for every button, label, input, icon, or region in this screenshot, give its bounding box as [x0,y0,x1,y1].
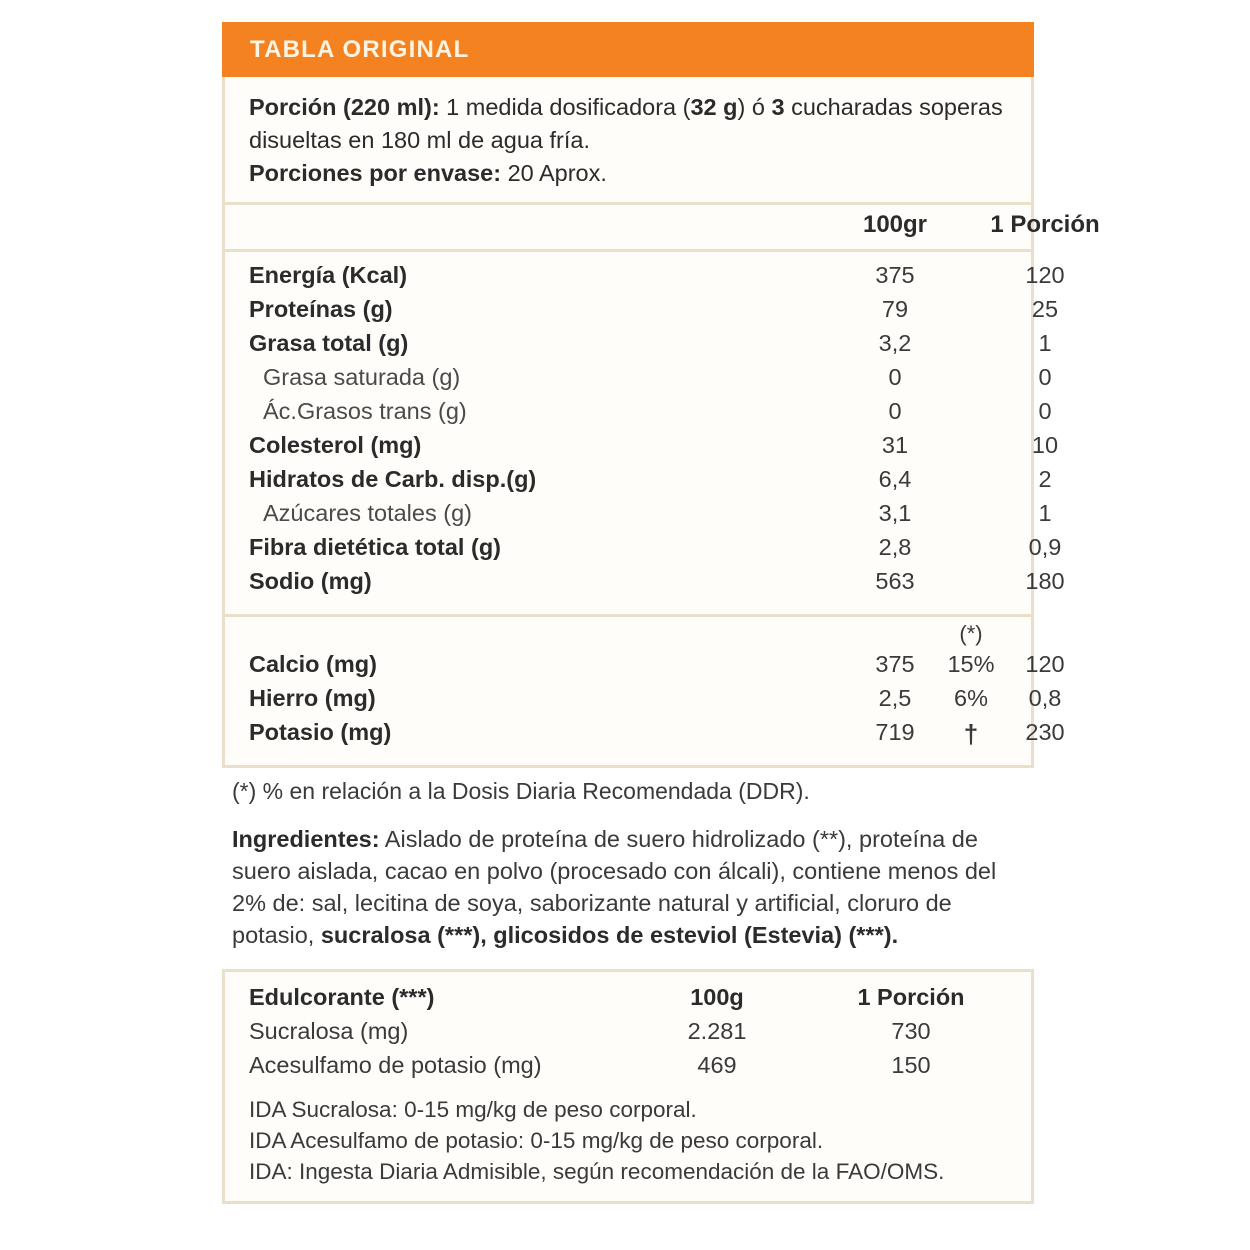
ddr-column-marker: (*) [959,621,983,646]
portion-text-a: 1 medida dosificadora ( [439,94,691,120]
sweetener-value-100g: 2.281 [687,1018,747,1044]
table-row [225,984,1031,1018]
nutrient-label: Energía (Kcal) [249,262,408,288]
nutrient-value-100g: 0 [888,364,902,390]
sweetener-header-100g: 100g [690,984,744,1010]
nutrient-label: Proteínas (g) [249,296,393,322]
nutrient-value-100g: 0 [888,398,902,424]
ddr-footnote: (*) % en relación a la Dosis Diaria Recomendada (DDR). [232,778,810,804]
portion-text-b: ) ó [737,94,772,120]
table-row [225,466,1052,500]
table-row [225,296,1059,330]
ingredients-sweeteners: sucralosa (***), glicosidos de esteviol (Estevia) (***). [320,922,899,948]
nutrient-value-100g: 6,4 [878,466,912,492]
nutrient-value-portion: 1 [1038,500,1052,526]
page-title: TABLA ORIGINAL [250,35,470,63]
portion-label: Porción (220 ml): [249,94,440,120]
mineral-value-100g: 719 [875,719,915,745]
mineral-label: Potasio (mg) [249,719,392,745]
nutrient-value-portion: 1 [1038,330,1052,356]
mineral-value-100g: 2,5 [878,685,912,711]
table-row [225,685,1062,719]
nutrient-value-portion: 0 [1038,398,1052,424]
sweetener-value-portion: 150 [891,1052,931,1078]
nutrient-value-100g: 375 [875,262,915,288]
sweetener-value-portion: 730 [891,1018,931,1044]
sweetener-header-portion: 1 Porción [857,984,965,1010]
mineral-value-ddr: 15% [947,651,995,677]
ddr-marker-row [225,621,1031,651]
nutrient-value-portion: 0 [1038,364,1052,390]
nutrient-label: Grasa total (g) [249,330,409,356]
nutrient-rows [225,252,1065,617]
nutrition-label [222,22,1100,1204]
portion-grams: 32 g [690,94,738,120]
mineral-value-ddr: 6% [954,685,988,711]
nutrient-value-portion: 25 [1031,296,1059,322]
mineral-label: Calcio (mg) [249,651,377,677]
table-row [225,330,1052,364]
nutrient-label: Colesterol (mg) [249,432,422,458]
ida-note-line: IDA: Ingesta Diaria Admisible, según recomendación de la FAO/OMS. [249,1159,945,1184]
ingredients-body: Aislado de proteína de suero hidrolizado (**), proteína de suero aislada, cacao en polvo (procesado con álcali), contiene menos del 2% de: sal, lecitina de soya, saborizante natural y artificial, cloruro de potasio, [232,826,997,948]
nutrient-value-portion: 120 [1025,262,1065,288]
table-title-bar [222,22,1034,77]
servings-label: Porciones por envase: [249,160,502,186]
mineral-value-portion: 120 [1025,651,1065,677]
mineral-value-ddr: † [963,719,979,749]
table-row [225,1018,1031,1052]
mineral-value-portion: 0,8 [1028,685,1062,711]
servings-line [249,157,1009,190]
nutrient-label: Azúcares totales (g) [263,500,472,526]
table-row [225,398,1052,432]
sweetener-label: Sucralosa (mg) [249,1018,409,1044]
sweetener-table [222,969,1034,1204]
table-row [225,534,1062,568]
ida-note-line: IDA Acesulfamo de potasio: 0-15 mg/kg de peso corporal. [249,1128,824,1153]
sweetener-value-100g: 469 [697,1052,737,1078]
table-row [225,1052,1031,1086]
mineral-rows [225,617,1065,765]
ingredients-paragraph [222,823,1034,951]
nutrient-value-100g: 563 [875,568,915,594]
table-row [225,719,1065,753]
sweetener-header-label: Edulcorante (***) [249,984,435,1010]
column-header-100g: 100gr [862,211,928,238]
table-row [225,568,1065,602]
ida-notes [225,1086,1031,1187]
nutrient-value-portion: 180 [1025,568,1065,594]
portion-spoons: 3 [771,94,785,120]
nutrient-label: Fibra dietética total (g) [249,534,501,560]
portion-text-c: cucharadas soperas disueltas en 180 ml de agua fría. [249,94,1003,153]
serving-info [225,77,1031,205]
table-row [225,262,1065,296]
portion-line [249,91,1009,157]
column-header-row [225,205,1100,252]
nutrient-value-100g: 2,8 [878,534,912,560]
ida-note-line: IDA Sucralosa: 0-15 mg/kg de peso corporal. [249,1097,697,1122]
nutrition-table [222,77,1100,768]
mineral-value-portion: 230 [1025,719,1065,745]
sweetener-label: Acesulfamo de potasio (mg) [249,1052,542,1078]
table-row [225,500,1052,534]
servings-value: 20 Aprox. [501,160,607,186]
nutrient-label: Sodio (mg) [249,568,372,594]
table-row [225,651,1065,685]
table-row [225,432,1059,466]
nutrient-value-portion: 10 [1031,432,1059,458]
column-header-portion: 1 Porción [990,211,1100,238]
nutrient-value-100g: 3,1 [878,500,912,526]
nutrient-label: Ác.Grasos trans (g) [263,398,467,424]
nutrient-value-portion: 0,9 [1028,534,1062,560]
table-row [225,364,1052,398]
nutrient-value-100g: 79 [881,296,909,322]
nutrient-label: Grasa saturada (g) [263,364,461,390]
nutrient-value-100g: 3,2 [878,330,912,356]
ingredients-label: Ingredientes: [232,826,380,852]
mineral-value-100g: 375 [875,651,915,677]
nutrient-label: Hidratos de Carb. disp.(g) [249,466,537,492]
nutrient-value-portion: 2 [1038,466,1052,492]
mineral-label: Hierro (mg) [249,685,376,711]
nutrient-value-100g: 31 [881,432,909,458]
